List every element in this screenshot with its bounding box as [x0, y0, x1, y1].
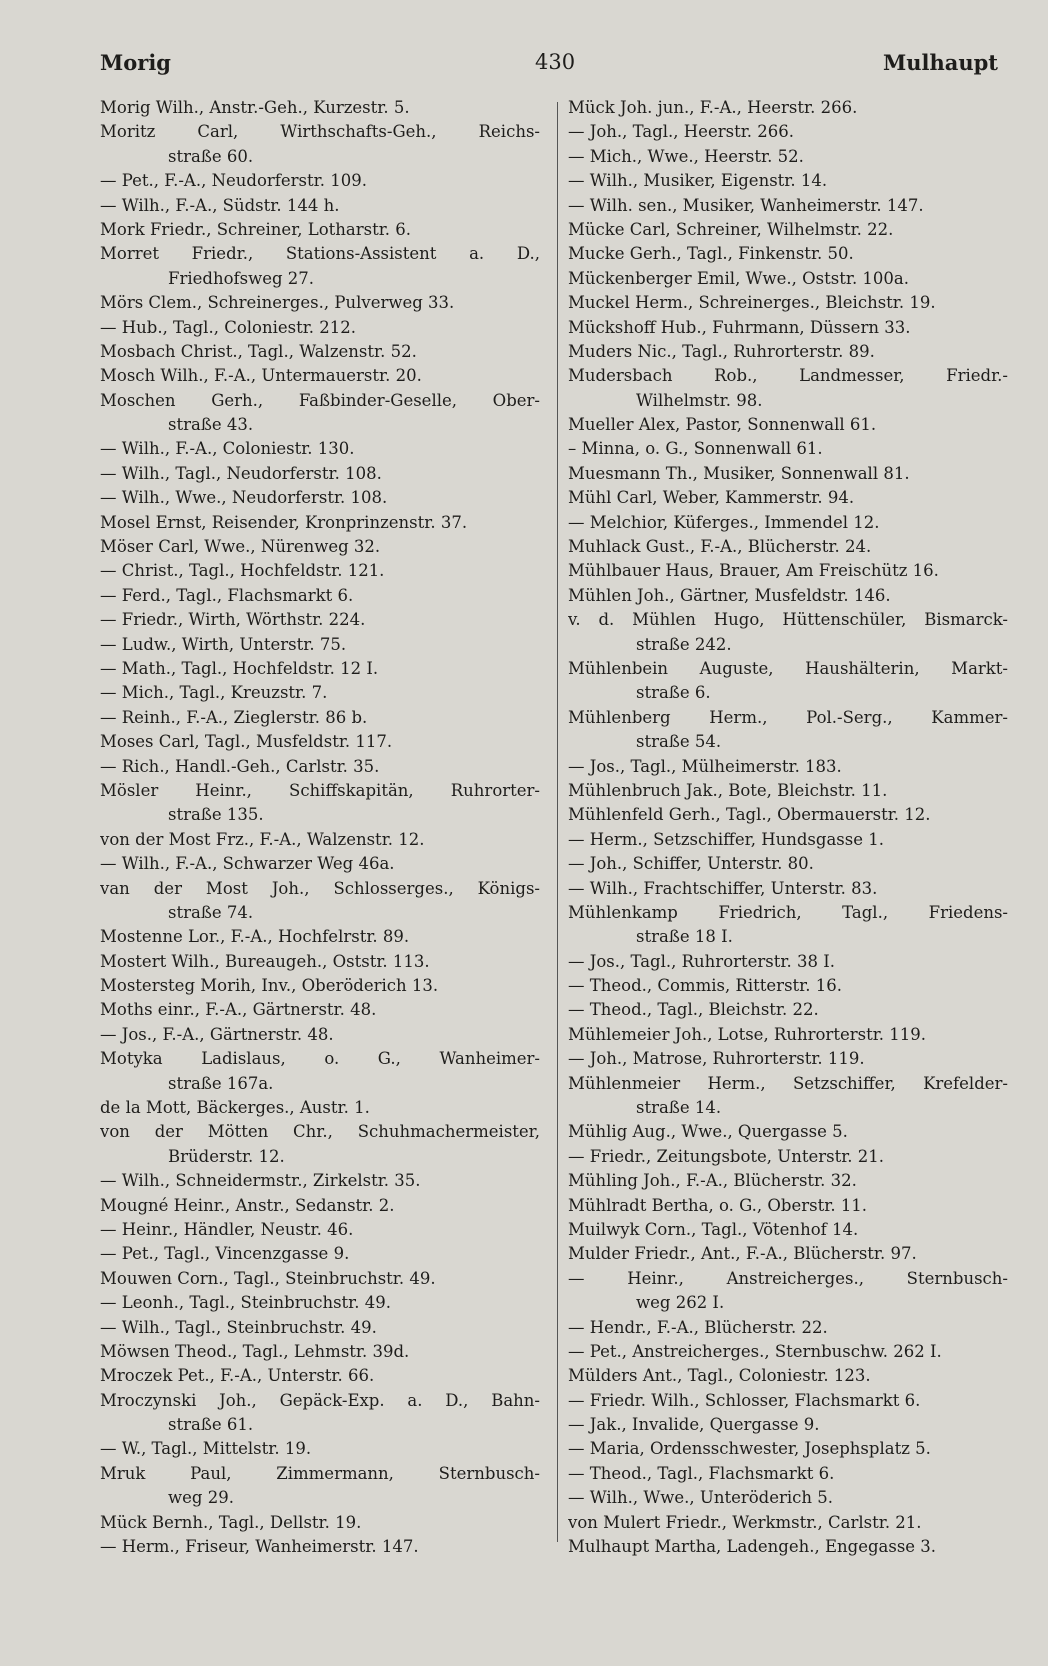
directory-entry: — Pet., Tagl., Vincenzgasse 9.	[100, 1244, 350, 1264]
directory-entry: Mühling Joh., F.-A., Blücherstr. 32.	[568, 1171, 857, 1191]
directory-entry: — Ferd., Tagl., Flachsmarkt 6.	[100, 585, 354, 605]
directory-entry: — Theod., Tagl., Bleichstr. 22.	[568, 1000, 819, 1020]
directory-entry-continuation: Wilhelmstr. 98.	[636, 390, 763, 410]
directory-entry: Morret Friedr., Stations-Assistent a. D.,	[100, 244, 540, 264]
directory-entry: Mühlen Joh., Gärtner, Musfeldstr. 146.	[568, 585, 891, 605]
directory-entry: Mroczek Pet., F.-A., Unterstr. 66.	[100, 1366, 375, 1386]
directory-entry: — Mich., Wwe., Heerstr. 52.	[568, 146, 804, 166]
directory-entry: — Wilh., F.-A., Schwarzer Weg 46a.	[100, 854, 395, 874]
directory-entry-continuation: Friedhofsweg 27.	[168, 268, 315, 288]
directory-entry-continuation: straße 135.	[168, 805, 264, 825]
directory-entry: — Joh., Schiffer, Unterstr. 80.	[568, 854, 814, 874]
directory-entry-continuation: straße 167a.	[168, 1073, 274, 1093]
directory-entry: — Reinh., F.-A., Zieglerstr. 86 b.	[100, 707, 368, 727]
column-divider	[557, 102, 558, 1542]
directory-entry-continuation: Brüderstr. 12.	[168, 1146, 285, 1166]
directory-entry: Mulhaupt Martha, Ladengeh., Engegasse 3.	[568, 1537, 937, 1557]
directory-entry: — Mich., Tagl., Kreuzstr. 7.	[100, 683, 328, 703]
directory-entry: von Mulert Friedr., Werkmstr., Carlstr. 21.	[568, 1512, 922, 1532]
directory-entry: Muesmann Th., Musiker, Sonnenwall 81.	[568, 463, 910, 483]
directory-entry: Mueller Alex, Pastor, Sonnenwall 61.	[568, 415, 877, 435]
directory-entry: Mühl Carl, Weber, Kammerstr. 94.	[568, 488, 855, 508]
directory-entry: — Wilh., Tagl., Neudorferstr. 108.	[100, 463, 382, 483]
directory-entry: — Theod., Tagl., Flachsmarkt 6.	[568, 1463, 835, 1483]
directory-entry: — Friedr. Wilh., Schlosser, Flachsmarkt 6.	[568, 1390, 921, 1410]
directory-entry: — Math., Tagl., Hochfeldstr. 12 I.	[100, 658, 379, 678]
directory-entry: Mühlenkamp Friedrich, Tagl., Friedens-	[568, 902, 1008, 922]
directory-entry: Morig Wilh., Anstr.-Geh., Kurzestr. 5.	[100, 98, 410, 117]
directory-entry-continuation: straße 242.	[636, 634, 732, 654]
directory-entry: — Wilh., Tagl., Steinbruchstr. 49.	[100, 1317, 377, 1337]
directory-entry: Mostert Wilh., Bureaugeh., Oststr. 113.	[100, 951, 430, 971]
directory-entry-continuation: straße 14.	[636, 1098, 722, 1118]
directory-entry: Mosch Wilh., F.-A., Untermauerstr. 20.	[100, 366, 422, 386]
directory-entry: — Jak., Invalide, Quergasse 9.	[568, 1415, 820, 1435]
directory-entry: Mudersbach Rob., Landmesser, Friedr.-	[568, 366, 1008, 386]
directory-entry: Mouwen Corn., Tagl., Steinbruchstr. 49.	[100, 1268, 436, 1288]
directory-entry: Mosbach Christ., Tagl., Walzenstr. 52.	[100, 341, 417, 361]
directory-entry: Mörs Clem., Schreinerges., Pulverweg 33.	[100, 293, 455, 313]
directory-entry: — Pet., Anstreicherges., Sternbuschw. 262 I.	[568, 1341, 942, 1361]
directory-entry: Mück Bernh., Tagl., Dellstr. 19.	[100, 1512, 362, 1532]
directory-entry-continuation: straße 74.	[168, 902, 254, 922]
directory-entry: Mückenberger Emil, Wwe., Oststr. 100a.	[568, 268, 910, 288]
right-column	[568, 96, 1008, 1559]
directory-entry: — Wilh., Musiker, Eigenstr. 14.	[568, 171, 828, 191]
directory-entry: Muckel Herm., Schreinerges., Bleichstr. 19.	[568, 293, 936, 313]
directory-entry: Moritz Carl, Wirthschafts-Geh., Reichs-	[100, 122, 540, 142]
directory-entry: Möser Carl, Wwe., Nürenweg 32.	[100, 537, 381, 557]
directory-entry: Mroczynski Joh., Gepäck-Exp. a. D., Bahn-	[100, 1390, 540, 1410]
directory-entry: Mückshoff Hub., Fuhrmann, Düssern 33.	[568, 317, 911, 337]
directory-entry: Mühlbauer Haus, Brauer, Am Freischütz 16.	[568, 561, 939, 581]
directory-entry: Moschen Gerh., Faßbinder-Geselle, Ober-	[100, 390, 540, 410]
page-number: 430	[535, 50, 576, 74]
directory-entry: — Wilh., F.-A., Coloniestr. 130.	[100, 439, 355, 459]
directory-entry: — Pet., F.-A., Neudorferstr. 109.	[100, 171, 367, 191]
directory-entry: Möwsen Theod., Tagl., Lehmstr. 39d.	[100, 1341, 410, 1361]
directory-entry: — Leonh., Tagl., Steinbruchstr. 49.	[100, 1293, 391, 1313]
directory-entry: — Jos., Tagl., Ruhrorterstr. 38 I.	[568, 951, 835, 971]
directory-entry: — Herm., Friseur, Wanheimerstr. 147.	[100, 1537, 419, 1557]
directory-entry: Mühlemeier Joh., Lotse, Ruhrorterstr. 119.	[568, 1024, 926, 1044]
directory-entry: Mühlig Aug., Wwe., Quergasse 5.	[568, 1122, 848, 1142]
directory-entry: — Wilh., Wwe., Unteröderich 5.	[568, 1488, 834, 1508]
directory-entry: — Wilh., Frachtschiffer, Unterstr. 83.	[568, 878, 878, 898]
directory-entry: Mühlenberg Herm., Pol.-Serg., Kammer-	[568, 707, 1008, 727]
directory-entry: — Jos., Tagl., Mülheimerstr. 183.	[568, 756, 842, 776]
directory-entry: – Minna, o. G., Sonnenwall 61.	[568, 439, 823, 459]
directory-entry: — Friedr., Zeitungsbote, Unterstr. 21.	[568, 1146, 885, 1166]
directory-entry-continuation: weg 29.	[168, 1488, 234, 1508]
directory-entry: — Heinr., Händler, Neustr. 46.	[100, 1219, 354, 1239]
directory-entry: — Joh., Tagl., Heerstr. 266.	[568, 122, 794, 142]
directory-entry: Mühlenbein Auguste, Haushälterin, Markt-	[568, 658, 1008, 678]
directory-entry: Mühlenbruch Jak., Bote, Bleichstr. 11.	[568, 780, 888, 800]
directory-entry: — Wilh., Schneidermstr., Zirkelstr. 35.	[100, 1171, 421, 1191]
directory-entry: — Melchior, Küferges., Immendel 12.	[568, 512, 880, 532]
directory-entry: Mosel Ernst, Reisender, Kronprinzenstr. 37.	[100, 512, 468, 532]
directory-entry: Mucke Gerh., Tagl., Finkenstr. 50.	[568, 244, 854, 264]
directory-entry: — Friedr., Wirth, Wörthstr. 224.	[100, 610, 366, 630]
directory-entry: — Ludw., Wirth, Unterstr. 75.	[100, 634, 347, 654]
directory-entry: Muilwyk Corn., Tagl., Vötenhof 14.	[568, 1219, 859, 1239]
directory-entry: Mühlenmeier Herm., Setzschiffer, Krefelder-	[568, 1073, 1008, 1093]
directory-entry: — W., Tagl., Mittelstr. 19.	[100, 1439, 312, 1459]
directory-entry-continuation: straße 43.	[168, 415, 254, 435]
directory-entry: Mühlradt Bertha, o. G., Oberstr. 11.	[568, 1195, 868, 1215]
directory-entry: Mougné Heinr., Anstr., Sedanstr. 2.	[100, 1195, 395, 1215]
directory-entry: de la Mott, Bäckerges., Austr. 1.	[100, 1098, 370, 1118]
directory-entry: Mostersteg Morih, Inv., Oberöderich 13.	[100, 976, 439, 996]
directory-entry: — Hub., Tagl., Coloniestr. 212.	[100, 317, 357, 337]
directory-entry: Moths einr., F.-A., Gärtnerstr. 48.	[100, 1000, 377, 1020]
directory-entry: — Hendr., F.-A., Blücherstr. 22.	[568, 1317, 828, 1337]
running-head-right: Mulhaupt	[882, 50, 998, 75]
directory-entry: Mork Friedr., Schreiner, Lotharstr. 6.	[100, 219, 412, 239]
directory-entry-continuation: straße 54.	[636, 732, 722, 752]
directory-entry: Mülders Ant., Tagl., Coloniestr. 123.	[568, 1366, 871, 1386]
directory-entry: Muhlack Gust., F.-A., Blücherstr. 24.	[568, 537, 872, 557]
directory-entry: Moses Carl, Tagl., Musfeldstr. 117.	[100, 732, 393, 752]
left-column	[100, 96, 540, 1559]
directory-entry: Muders Nic., Tagl., Ruhrorterstr. 89.	[568, 341, 875, 361]
directory-entry: — Wilh., F.-A., Südstr. 144 h.	[100, 195, 340, 215]
directory-entry: Mruk Paul, Zimmermann, Sternbusch-	[100, 1463, 540, 1483]
directory-entry-continuation: straße 6.	[636, 683, 711, 703]
directory-entry: von der Mötten Chr., Schuhmachermeister,	[100, 1122, 540, 1142]
directory-entry: Mück Joh. jun., F.-A., Heerstr. 266.	[568, 98, 858, 117]
directory-entry: — Rich., Handl.-Geh., Carlstr. 35.	[100, 756, 380, 776]
directory-entry-continuation: straße 60.	[168, 146, 254, 166]
directory-entry: — Jos., F.-A., Gärtnerstr. 48.	[100, 1024, 334, 1044]
directory-entry-continuation: straße 61.	[168, 1415, 254, 1435]
directory-entry: — Wilh., Wwe., Neudorferstr. 108.	[100, 488, 388, 508]
directory-entry: — Christ., Tagl., Hochfeldstr. 121.	[100, 561, 385, 581]
directory-entry-continuation: straße 18 I.	[636, 927, 733, 947]
directory-entry: van der Most Joh., Schlosserges., Königs-	[100, 878, 540, 898]
directory-entry: — Herm., Setzschiffer, Hundsgasse 1.	[568, 829, 884, 849]
directory-entry: Mücke Carl, Schreiner, Wilhelmstr. 22.	[568, 219, 894, 239]
directory-entry: — Wilh. sen., Musiker, Wanheimerstr. 147.	[568, 195, 924, 215]
running-head-left: Morig	[100, 50, 171, 75]
directory-entry: Mühlenfeld Gerh., Tagl., Obermauerstr. 12.	[568, 805, 931, 825]
directory-entry: — Theod., Commis, Ritterstr. 16.	[568, 976, 842, 996]
directory-entry: — Heinr., Anstreicherges., Sternbusch-	[568, 1268, 1008, 1288]
directory-entry: Mostenne Lor., F.-A., Hochfelrstr. 89.	[100, 927, 410, 947]
directory-entry: — Joh., Matrose, Ruhrorterstr. 119.	[568, 1049, 865, 1069]
directory-entry: von der Most Frz., F.-A., Walzenstr. 12.	[100, 829, 425, 849]
directory-entry: Mösler Heinr., Schiffskapitän, Ruhrorter-	[100, 780, 540, 800]
directory-entry: Motyka Ladislaus, o. G., Wanheimer-	[100, 1049, 540, 1069]
directory-entry-continuation: weg 262 I.	[636, 1293, 725, 1313]
directory-entry: Mulder Friedr., Ant., F.-A., Blücherstr. 97.	[568, 1244, 917, 1264]
directory-entry: — Maria, Ordensschwester, Josephsplatz 5.	[568, 1439, 931, 1459]
directory-entry: v. d. Mühlen Hugo, Hüttenschüler, Bismarck-	[568, 610, 1008, 630]
